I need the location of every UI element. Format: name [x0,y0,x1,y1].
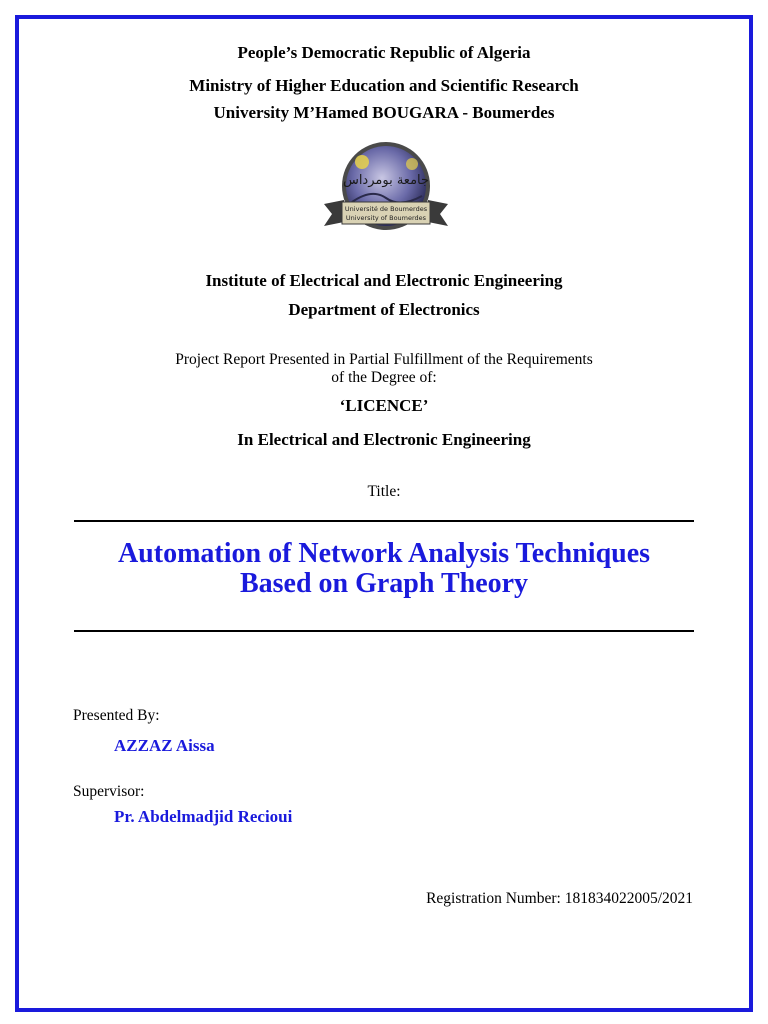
country-heading: People’s Democratic Republic of Algeria [237,43,531,62]
university-logo [322,140,450,234]
institute-heading: Institute of Electrical and Electronic Engineering [205,271,563,290]
supervisor-label: Supervisor: [73,783,145,800]
title-label: Title: [367,483,401,500]
supervisor-name: Pr. Abdelmadjid Recioui [114,807,293,826]
department-heading: Department of Electronics [288,300,480,319]
ministry-heading: Ministry of Higher Education and Scientific Research [189,76,579,95]
university-heading: University M’Hamed BOUGARA - Boumerdes [213,103,555,122]
report-title-line2: Based on Graph Theory [239,568,529,599]
logo-banner-line1: Université de Boumerdes [344,205,428,213]
requirement-text-line1: Project Report Presented in Partial Fulfillment of the Requirements [175,351,593,368]
title-top-rule [74,520,694,522]
presenter-name: AZZAZ Aissa [114,736,215,755]
registration-number: Registration Number: 181834022005/2021 [426,890,693,907]
degree-field: In Electrical and Electronic Engineering [237,430,531,449]
title-bottom-rule [74,630,694,632]
logo-banner-line2: University of Boumerdes [345,214,427,222]
report-title-line1: Automation of Network Analysis Techniques [117,538,651,569]
presented-by-label: Presented By: [73,707,160,724]
degree-name: ‘LICENCE’ [339,396,429,415]
requirement-text-line2: of the Degree of: [331,369,437,386]
logo-arabic-text: جامعة بومرداس [342,173,430,188]
